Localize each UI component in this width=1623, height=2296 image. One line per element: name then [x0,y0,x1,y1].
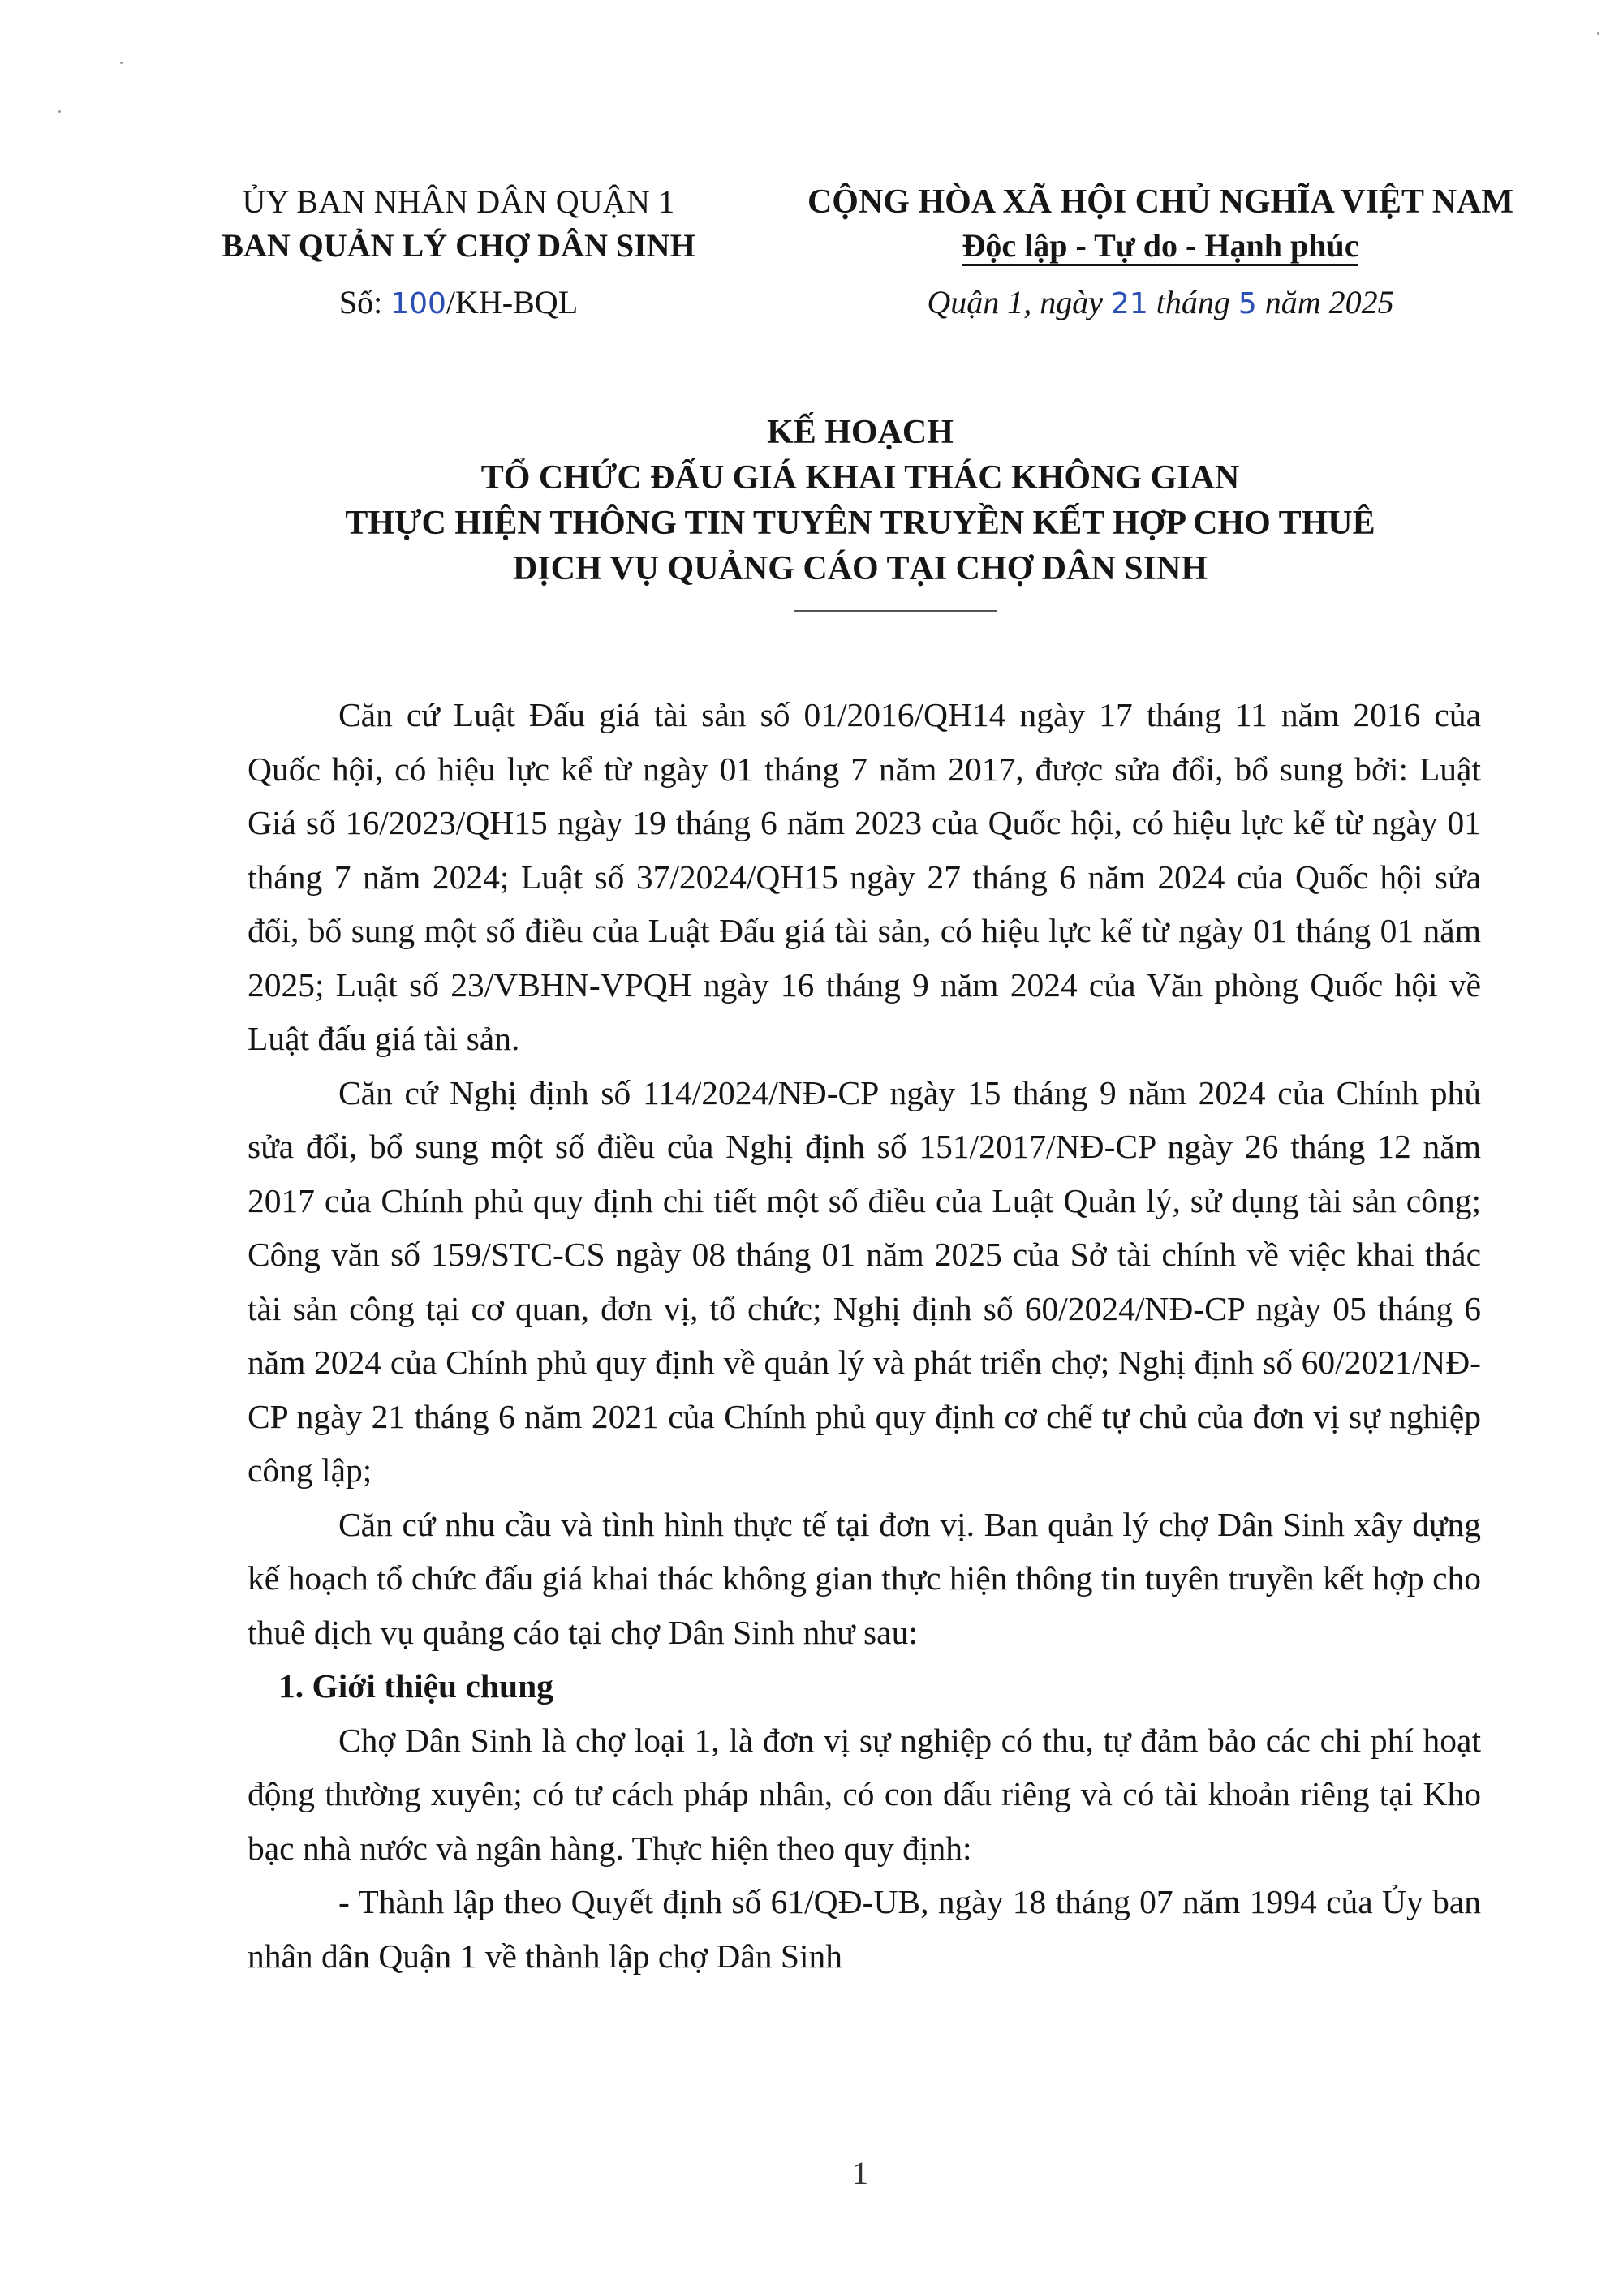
doc-number-suffix: /KH-BQL [446,284,579,320]
document-title [122,410,1599,591]
section-heading-1: 1. Giới thiệu chung [278,1667,553,1705]
section-1-bullet: - Thành lập theo Quyết định số 61/QĐ-UB, ngày 18 tháng 07 năm 1994 của Ủy ban nhân dân Quận 1 về thành lập chợ Dân Sinh [248,1883,1481,1975]
issuing-authority: ỦY BAN NHÂN DÂN QUẬN 1 [242,183,675,220]
document-number [146,281,771,326]
title-line-2: TỔ CHỨC ĐẤU GIÁ KHAI THÁC KHÔNG GIAN [480,459,1240,497]
header-right [755,180,1566,326]
national-title: CỘNG HÒA XÃ HỘI CHỦ NGHĨA VIỆT NAM [807,183,1514,221]
paragraph-legal-basis-1: Căn cứ Luật Đấu giá tài sản số 01/2016/QH14 ngày 17 tháng 11 năm 2016 của Quốc hội, có hiệu lực kể từ ngày 01 tháng 7 năm 2017, được sửa đổi, bổ sung bởi: Luật Giá số 16/2023/QH15 ngày 19 tháng 6 năm 2023 của Quốc hội, có hiệu lực kể từ ngày 01 tháng 7 năm 2024; Luật số 37/2024/QH15 ngày 27 tháng 6 năm 2024 của Quốc hội sửa đổi, bổ sung một số điều của Luật Đấu giá tài sản, có hiệu lực kể từ ngày 01 tháng 01 năm 2025; Luật số 23/VBHN-VPQH ngày 16 tháng 9 năm 2024 của Văn phòng Quốc hội về Luật đấu giá tài sản. [248,696,1481,1057]
scan-speck [1597,32,1599,35]
title-underline [794,610,997,612]
section-1-paragraph: Chợ Dân Sinh là chợ loại 1, là đơn vị sự nghiệp có thu, tự đảm bảo các chi phí hoạt động thường xuyên; có tư cách pháp nhân, có con dấu riêng và có tài khoản riêng tại Kho bạc nhà nước và ngân hàng. Thực hiện theo quy định: [248,1721,1481,1867]
header-left [146,180,771,326]
page-number: 1 [852,2155,868,2191]
document-body [248,688,1481,1983]
scan-speck [58,110,61,113]
doc-number-handwritten: 100 [390,287,446,320]
date-month-handwritten: 5 [1238,287,1257,320]
scan-speck [120,62,123,64]
date-day-handwritten: 21 [1110,287,1148,320]
title-line-3: THỰC HIỆN THÔNG TIN TUYÊN TRUYỀN KẾT HỢP CHO THUÊ [345,505,1375,542]
title-line-1: KẾ HOẠCH [767,414,954,451]
paragraph-legal-basis-2: Căn cứ Nghị định số 114/2024/NĐ-CP ngày 15 tháng 9 năm 2024 của Chính phủ sửa đổi, bổ sung một số điều của Nghị định số 151/2017/NĐ-CP ngày 26 tháng 12 năm 2017 của Chính phủ quy định chi tiết một số điều của Luật Quản lý, sử dụng tài sản công; Công văn số 159/STC-CS ngày 08 tháng 01 năm 2025 của Sở tài chính về việc khai thác tài sản công tại cơ quan, đơn vị, tổ chức; Nghị định số 60/2024/NĐ-CP ngày 05 tháng 6 năm 2024 của Chính phủ quy định về quản lý và phát triển chợ; Nghị định số 60/2021/NĐ-CP ngày 21 tháng 6 năm 2021 của Chính phủ quy định cơ chế tự chủ của đơn vị sự nghiệp công lập; [248,1073,1481,1489]
title-line-4: DỊCH VỤ QUẢNG CÁO TẠI CHỢ DÂN SINH [512,550,1208,587]
paragraph-legal-basis-3: Căn cứ nhu cầu và tình hình thực tế tại đơn vị. Ban quản lý chợ Dân Sinh xây dựng kế hoạch tổ chức đấu giá khai thác không gian thực hiện thông tin tuyên truyền kết hợp cho thuê dịch vụ quảng cáo tại chợ Dân Sinh như sau: [248,1505,1481,1651]
document-date: Quận 1, ngày 21 tháng 5 năm 2025 [927,284,1394,320]
national-motto: Độc lập - Tự do - Hạnh phúc [755,224,1566,268]
issuing-unit: BAN QUẢN LÝ CHỢ DÂN SINH [222,227,695,264]
doc-number-prefix: Số: [338,284,391,320]
